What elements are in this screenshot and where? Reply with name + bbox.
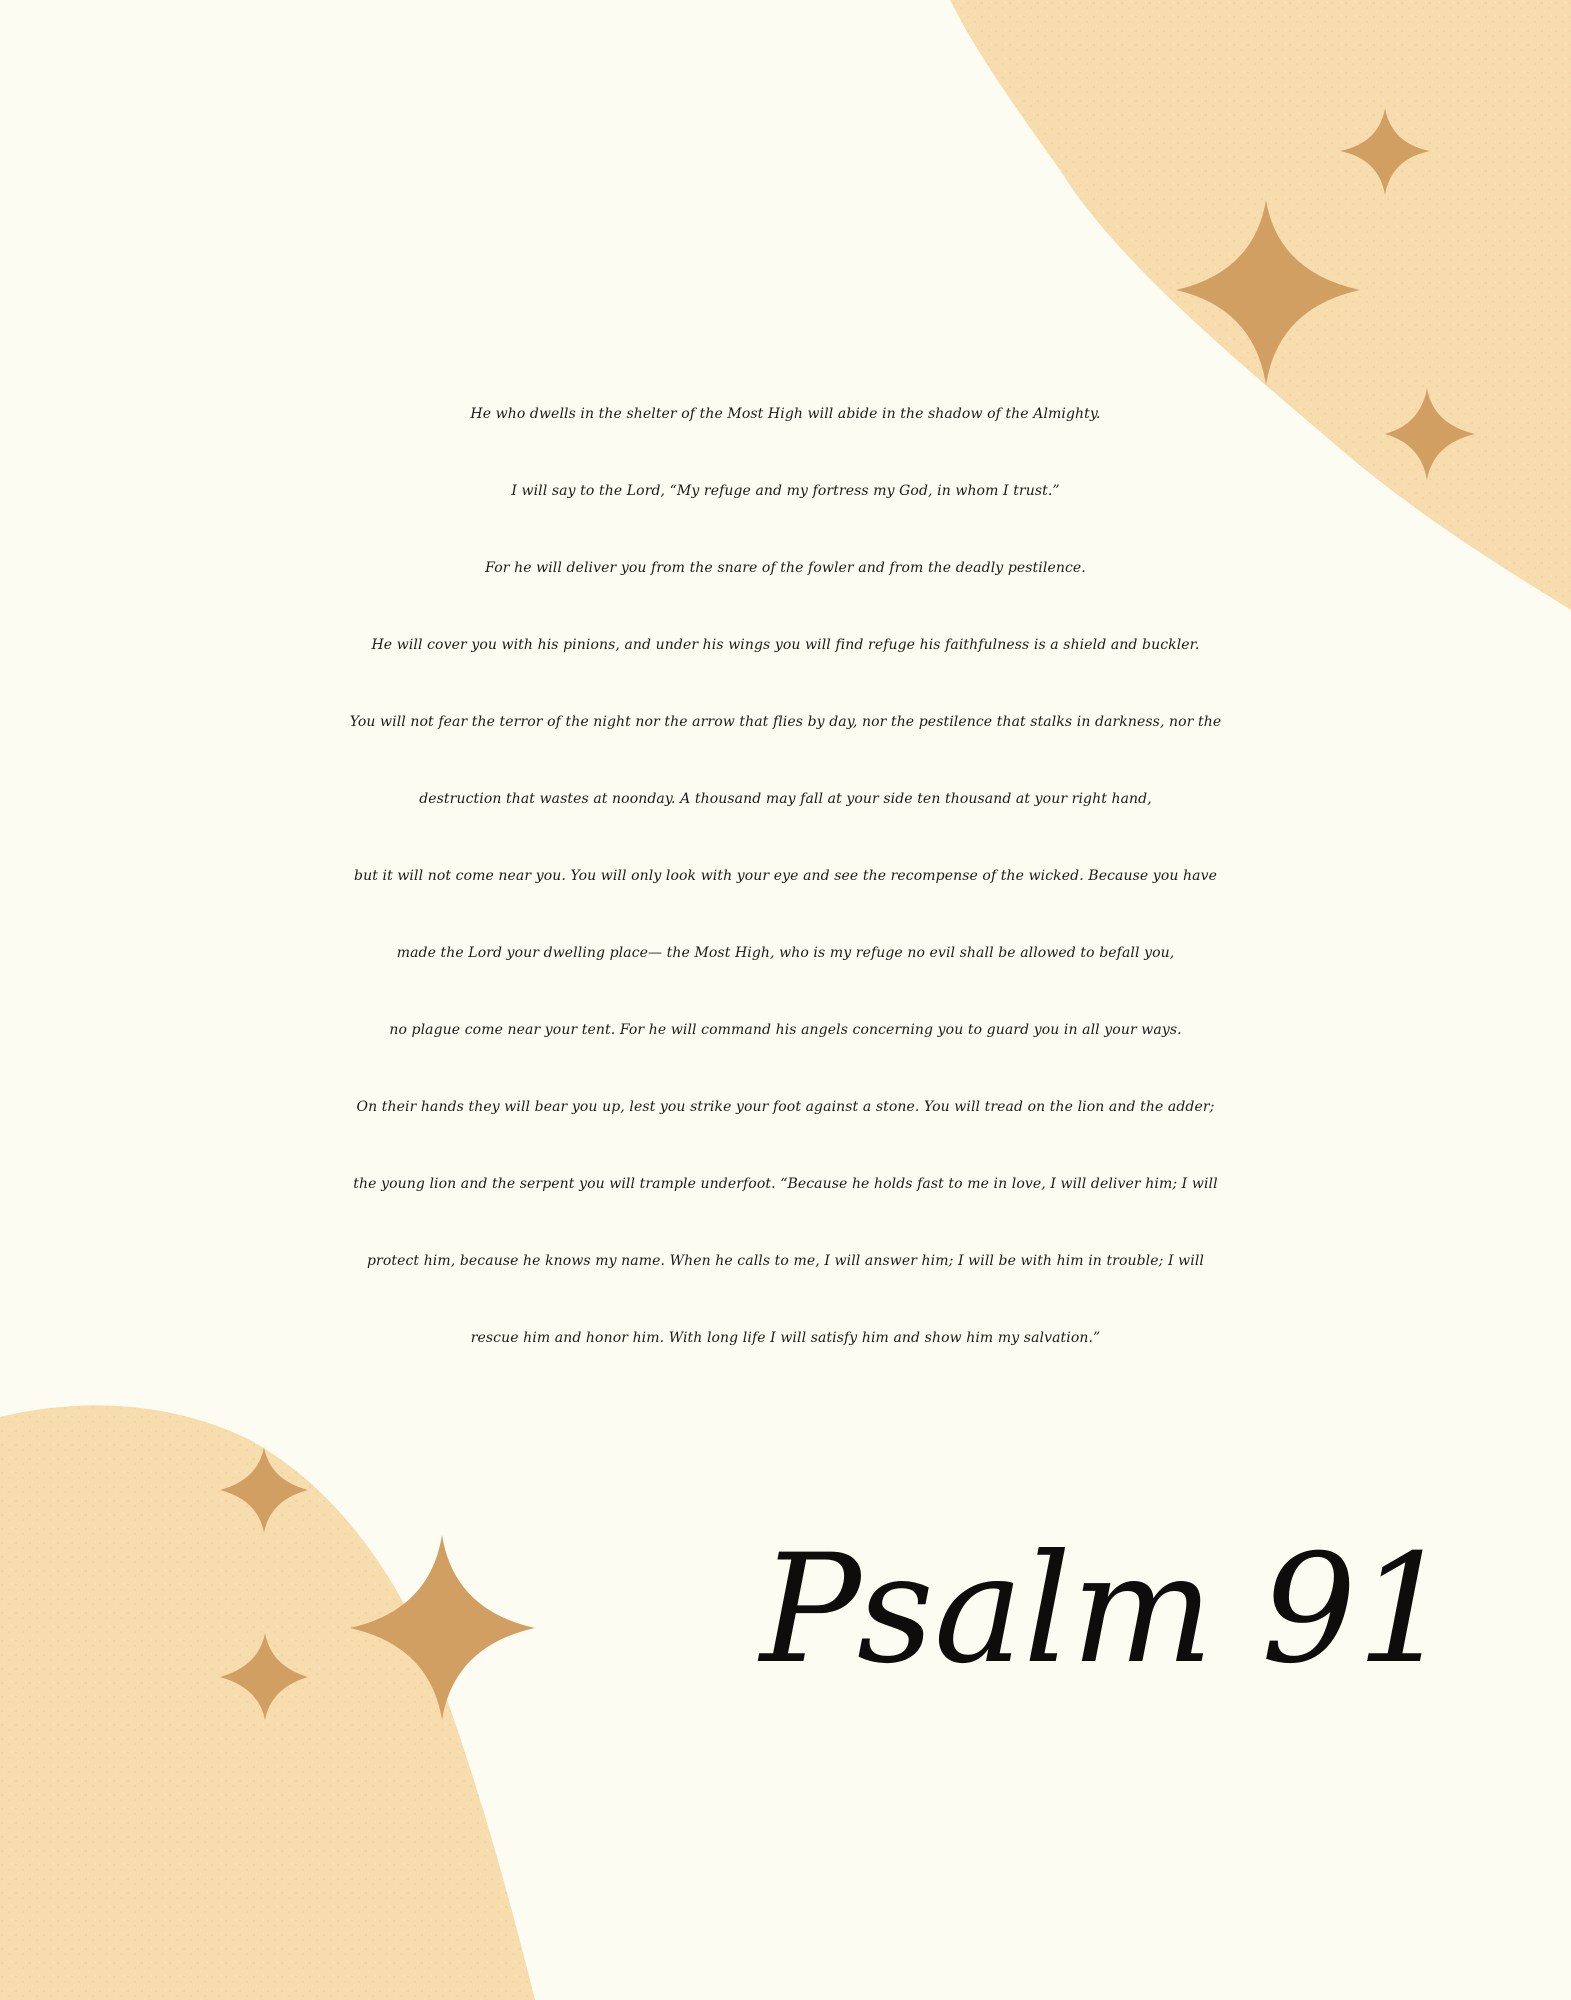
verse-line: no plague come near your tent. For he will command his angels concerning you to guard you in all your ways.	[389, 1022, 1182, 1038]
verse-line: rescue him and honor him. With long life I will satisfy him and show him my salvation.”	[470, 1330, 1101, 1346]
verse-line: For he will deliver you from the snare of the fowler and from the deadly pestilence.	[485, 560, 1086, 576]
verse-line: destruction that wastes at noonday. A thousand may fall at your side ten thousand at your right hand,	[419, 791, 1152, 807]
verse-line: You will not fear the terror of the night nor the arrow that flies by day, nor the pestilence that stalks in darkness, nor the	[349, 714, 1222, 730]
verse-line: I will say to the Lord, “My refuge and my fortress my God, in whom I trust.”	[511, 483, 1060, 499]
verse-line: protect him, because he knows my name. When he calls to me, I will answer him; I will be with him in trouble; I will	[366, 1253, 1205, 1269]
verse-line: He will cover you with his pinions, and under his wings you will find refuge his faithfulness is a shield and buckler.	[371, 637, 1200, 653]
verse-line: He who dwells in the shelter of the Most High will abide in the shadow of the Almighty.	[470, 406, 1101, 422]
verse-line: but it will not come near you. You will only look with your eye and see the recompense of the wicked. Because you have	[354, 868, 1217, 884]
verse-line: On their hands they will bear you up, lest you strike your foot against a stone. You will tread on the lion and the adder;	[356, 1099, 1215, 1115]
verse-line: the young lion and the serpent you will trample underfoot. “Because he holds fast to me in love, I will deliver him; I will	[353, 1176, 1218, 1192]
page-title: Psalm 91	[760, 1523, 1453, 1697]
verse-line: made the Lord your dwelling place— the Most High, who is my refuge no evil shall be allowed to befall you,	[396, 945, 1175, 961]
